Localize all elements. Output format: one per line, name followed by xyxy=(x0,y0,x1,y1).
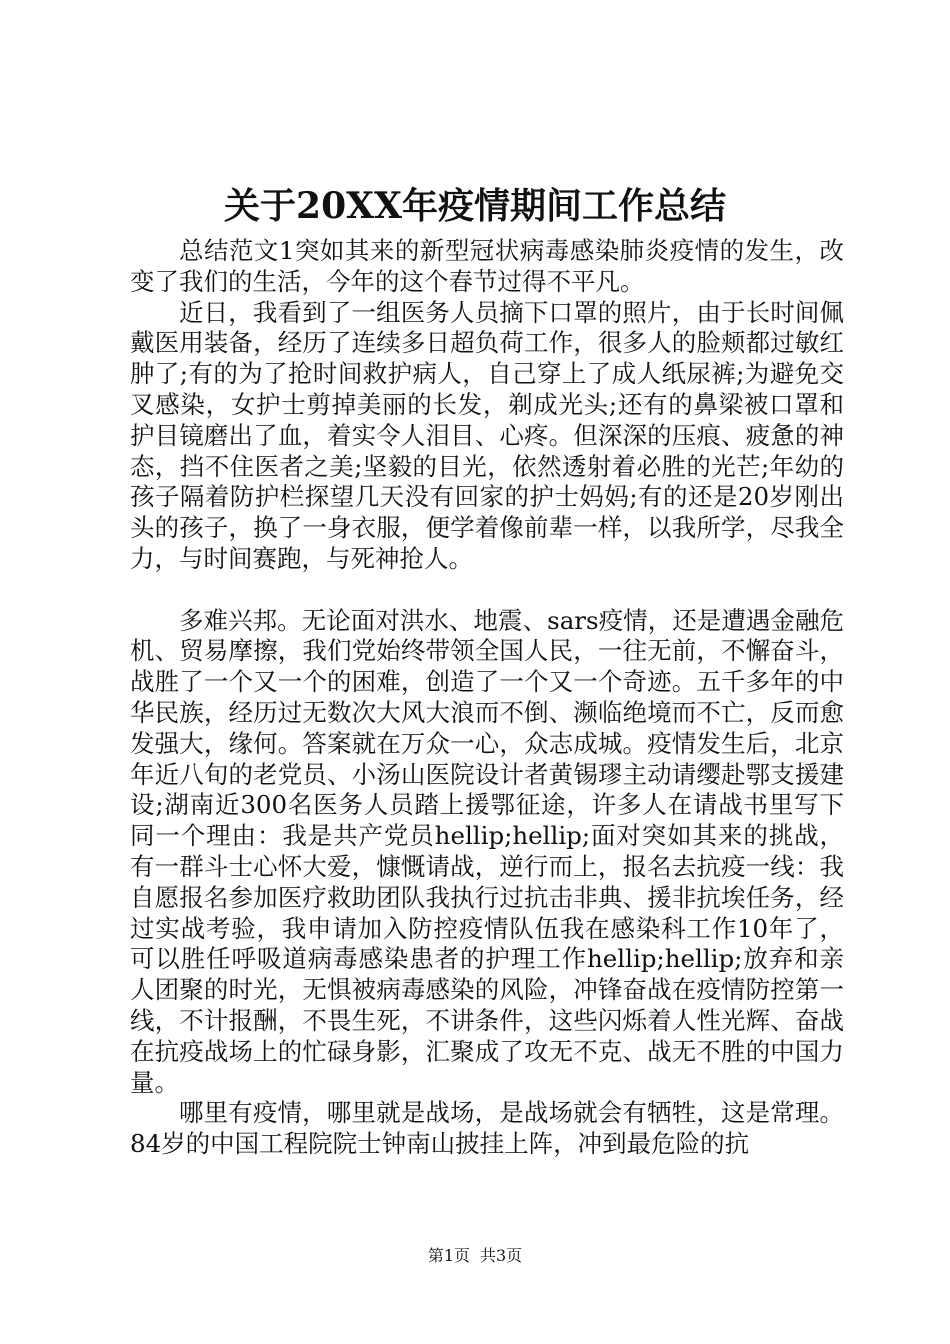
document-title: 关于20XX年疫情期间工作总结 xyxy=(224,185,726,227)
page-total: 共3页 xyxy=(480,1246,523,1265)
paragraph-intro: 总结范文1突如其来的新型冠状病毒感染肺炎疫情的发生，改变了我们的生活，今年的这个春节过得不平凡。 xyxy=(130,236,844,296)
document-body xyxy=(130,236,844,1160)
page-footer xyxy=(0,1245,950,1267)
paragraph-battlefield: 哪里有疫情，哪里就是战场，是战场就会有牺牲，这是常理。84岁的中国工程院院士钟南山披挂上阵，冲到最危险的抗 xyxy=(130,1098,844,1159)
page-number: 第1页 xyxy=(427,1246,470,1265)
paragraph-national-unity: 多难兴邦。无论面对洪水、地震、sars疫情，还是遭遇金融危机、贸易摩擦，我们党始终带领全国人民，一往无前，不懈奋斗，战胜了一个又一个的困难，创造了一个又一个奇迹。五千多年的中华民族，经历过无数次大风大浪而不倒、濒临绝境而不亡，反而愈发强大，缘何。答案就在万众一心，众志成城。疫情发生后，北京年近八旬的老党员、小汤山医院设计者黄锡璆主动请缨赴鄂支援建设;湖南近300名医务人员踏上援鄂征途，许多人在请战书里写下同一个理由：我是共产党员hellip;hellip;面对突如其来的挑战，有一群斗士心怀大爱，慷慨请战，逆行而上，报名去抗疫一线：我自愿报名参加医疗救助团队我执行过抗击非典、援非抗埃任务，经过实战考验，我申请加入防控疫情队伍我在感染科工作10年了，可以胜任呼吸道病毒感染患者的护理工作hellip;hellip;放弃和亲人团聚的时光，无惧被病毒感染的风险，冲锋奋战在疫情防控第一线，不计报酬，不畏生死，不讲条件，这些闪烁着人性光辉、奋战在抗疫战场上的忙碌身影，汇聚成了攻无不克、战无不胜的中国力量。 xyxy=(130,605,844,1097)
paragraph-medical-staff: 近日，我看到了一组医务人员摘下口罩的照片，由于长时间佩戴医用装备，经历了连续多日超负荷工作，很多人的脸颊都过敏红肿了;有的为了抢时间救护病人，自己穿上了成人纸尿裤;为避免交叉感染，女护士剪掉美丽的长发，剃成光头;还有的鼻梁被口罩和护目镜磨出了血，着实令人泪目、心疼。但深深的压痕、疲惫的神态，挡不住医者之美;坚毅的目光，依然透射着必胜的光芒;年幼的孩子隔着防护栏探望几天没有回家的护士妈妈;有的还是20岁刚出头的孩子，换了一身衣服，便学着像前辈一样，以我所学，尽我全力，与时间赛跑，与死神抢人。 xyxy=(130,297,844,573)
